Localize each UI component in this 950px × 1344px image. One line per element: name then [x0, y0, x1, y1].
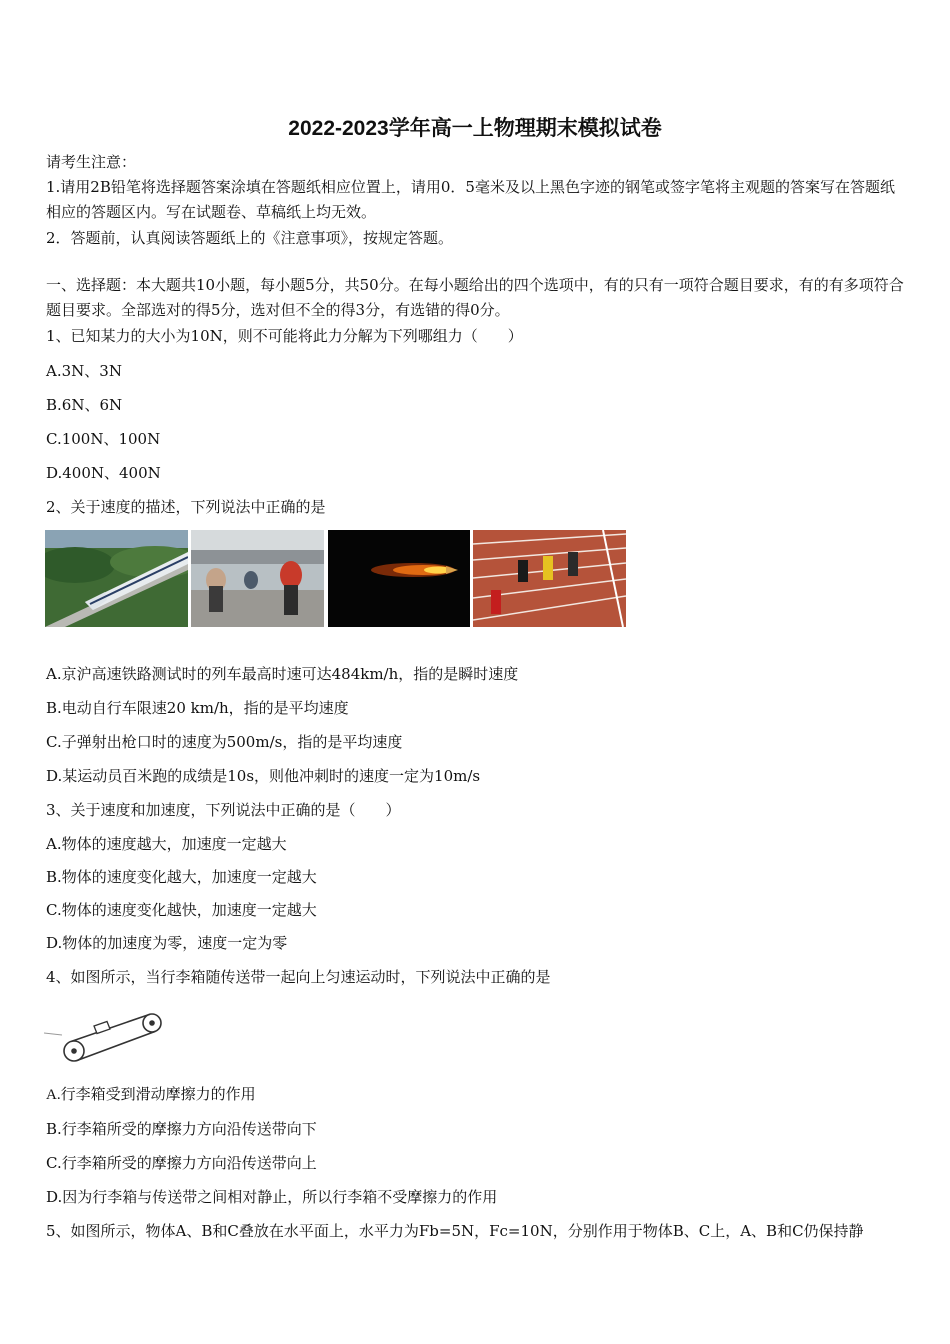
high-speed-train-photo [45, 530, 188, 627]
page-title: 2022-2023学年高一上物理期末模拟试卷 [288, 117, 662, 140]
bullet-photo [328, 530, 470, 627]
question-1-option-a: A.3N、3N [46, 362, 122, 380]
conveyor-belt-diagram [44, 1005, 169, 1071]
question-2-stem: 2、关于速度的描述，下列说法中正确的是 [46, 498, 326, 516]
question-4-stem: 4、如图所示，当行李箱随传送带一起向上匀速运动时，下列说法中正确的是 [46, 968, 551, 986]
section-intro: 一、选择题：本大题共10小题，每小题5分，共50分。在每小题给出的四个选项中，有的只有一项符合题目要求，有的有多项符合题目要求。全部选对的得5分，选对但不全的得3分，有选错的得0分。 [46, 276, 904, 319]
question-1-option-b: B.6N、6N [46, 396, 123, 414]
question-3-stem: 3、关于速度和加速度，下列说法中正确的是（ ） [46, 801, 401, 819]
sprint-race-photo [473, 530, 626, 627]
question-3-option-b: B.物体的速度变化越大，加速度一定越大 [46, 868, 317, 886]
question-1-stem: 1、已知某力的大小为10N，则不可能将此力分解为下列哪组力（ ） [46, 327, 523, 345]
notice-heading: 请考生注意： [46, 153, 137, 171]
question-2-option-c: C.子弹射出枪口时的速度为500m/s，指的是平均速度 [46, 733, 403, 751]
question-4-option-c: C.行李箱所受的摩擦力方向沿传送带向上 [46, 1154, 317, 1172]
question-1-option-c: C.100N、100N [46, 430, 161, 448]
notice-item-1: 1.请用2B铅笔将选择题答案涂填在答题纸相应位置上，请用0．5毫米及以上黑色字迹的钢笔或签字笔将主观题的答案写在答题纸相应的答题区内。写在试题卷、草稿纸上均无效。 [46, 178, 895, 221]
question-2-option-a: A.京沪高速铁路测试时的列车最高时速可达484km/h，指的是瞬时速度 [46, 665, 519, 683]
electric-bicycle-photo [191, 530, 324, 627]
question-3-option-d: D.物体的加速度为零，速度一定为零 [46, 934, 288, 952]
question-2-option-d: D.某运动员百米跑的成绩是10s，则他冲刺时的速度一定为10m/s [46, 767, 481, 785]
notice-item-2: 2．答题前，认真阅读答题纸上的《注意事项》，按规定答题。 [46, 229, 454, 247]
question-1-option-d: D.400N、400N [46, 464, 161, 482]
question-4-option-b: B.行李箱所受的摩擦力方向沿传送带向下 [46, 1120, 317, 1138]
question-3-option-a: A.物体的速度越大，加速度一定越大 [46, 835, 287, 853]
question-5-stem: 5、如图所示，物体A、B和C叠放在水平面上，水平力为Fb=5N，Fc=10N，分别作用于物体B、C上，A、B和C仍保持静 [46, 1222, 864, 1240]
question-3-option-c: C.物体的速度变化越快，加速度一定越大 [46, 901, 317, 919]
question-4-option-d: D.因为行李箱与传送带之间相对静止，所以行李箱不受摩擦力的作用 [46, 1188, 498, 1206]
question-4-option-a: A.行李箱受到滑动摩擦力的作用 [46, 1087, 256, 1103]
question-2-option-b: B.电动自行车限速20 km/h，指的是平均速度 [46, 699, 349, 717]
